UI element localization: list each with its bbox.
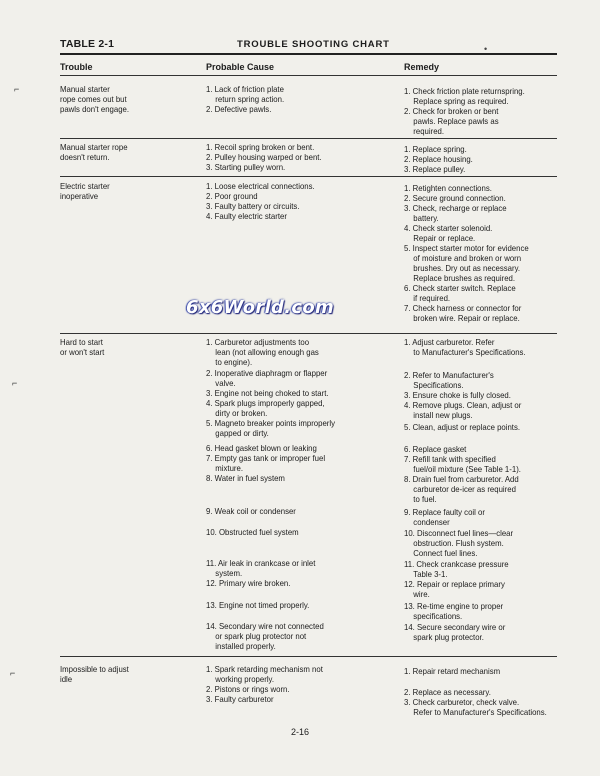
row-4-cause-2: 2. Inoperative diaphragm or flapper valve. 3. Engine not being choked to start. 4. Spark plugs improperly gapped, dirty or broken. 5. Magneto breaker points improperly gapped or dirty. <box>206 368 336 438</box>
header-trouble: Trouble <box>60 62 93 72</box>
row-5-trouble: Impossible to adjust idle <box>60 664 129 684</box>
table-label: TABLE 2-1 <box>60 38 115 50</box>
row-4-remedy-7: 11. Check crankcase pressure Table 3-1. 12. Repair or replace primary wire. <box>404 559 509 599</box>
row-divider <box>60 333 557 334</box>
header-cause: Probable Cause <box>206 62 275 72</box>
page-number: 2-16 <box>291 727 310 737</box>
top-rule <box>60 53 557 55</box>
row-4-remedy-4: 6. Replace gasket 7. Refill tank with specified fuel/oil mixture (See Table 1-1). 8. Drain fuel from carburetor. Add carburetor de-icer as required to fuel. <box>404 444 521 504</box>
row-1-cause: 1. Lack of friction plate return spring action. 2. Defective pawls. <box>206 84 285 114</box>
row-4-cause-6: 11. Air leak in crankcase or inlet system. 12. Primary wire broken. <box>206 558 316 588</box>
row-4-cause-4: 9. Weak coil or condenser <box>206 506 296 516</box>
row-divider <box>60 176 557 177</box>
row-4-cause-1: 1. Carburetor adjustments too lean (not allowing enough gas to engine). <box>206 337 319 367</box>
row-4-cause-3: 6. Head gasket blown or leaking 7. Empty gas tank or improper fuel mixture. 8. Water in fuel system <box>206 443 326 483</box>
row-5-remedy-1: 1. Repair retard mechanism <box>404 666 501 676</box>
row-2-cause: 1. Recoil spring broken or bent. 2. Pulley housing warped or bent. 3. Starting pulley worn. <box>206 142 322 172</box>
row-4-remedy-3: 5. Clean, adjust or replace points. <box>404 422 521 432</box>
margin-mark: • <box>484 44 488 54</box>
margin-mark: ⌐ <box>14 84 20 94</box>
row-3-remedy: 1. Retighten connections. 2. Secure ground connection. 3. Check, recharge or replace battery. 4. Check starter solenoid. Repair or replace. 5. Inspect starter motor for evidence of moisture and broken or worn brushes. Dry out as necessary. Replace brushes as required. 6. Check starter switch. Replace if required. 7. Check harness or connector for broken wire. Repair or replace. <box>404 183 529 323</box>
header-remedy: Remedy <box>404 62 440 72</box>
row-5-remedy-2: 2. Replace as necessary. 3. Check carburetor, check valve. Refer to Manufacturer's Specifications. <box>404 687 547 717</box>
table-title: TROUBLE SHOOTING CHART <box>237 39 390 50</box>
row-4-cause-5: 10. Obstructed fuel system <box>206 527 299 537</box>
watermark: 6x6World.com <box>186 297 335 318</box>
header-rule <box>60 75 557 76</box>
row-3-trouble: Electric starter inoperative <box>60 181 110 201</box>
row-4-remedy-1: 1. Adjust carburetor. Refer to Manufacturer's Specifications. <box>404 337 526 357</box>
row-2-trouble: Manual starter rope doesn't return. <box>60 142 128 162</box>
row-divider <box>60 138 557 139</box>
row-1-remedy: 1. Check friction plate returnspring. Replace spring as required. 2. Check for broken or bent pawls. Replace pawls as required. <box>404 86 525 136</box>
margin-mark: ⌐ <box>12 378 18 388</box>
row-divider <box>60 656 557 657</box>
row-3-cause: 1. Loose electrical connections. 2. Poor ground 3. Faulty battery or circuits. 4. Faulty electric starter <box>206 181 315 221</box>
row-4-cause-8: 14. Secondary wire not connected or spark plug protector not installed properly. <box>206 621 324 651</box>
row-1-trouble: Manual starter rope comes out but pawls don't engage. <box>60 84 130 114</box>
row-4-remedy-6: 10. Disconnect fuel lines—clear obstruction. Flush system. Connect fuel lines. <box>404 528 514 558</box>
row-4-remedy-8: 13. Re-time engine to proper specifications. <box>404 601 504 621</box>
row-4-remedy-5: 9. Replace faulty coil or condenser <box>404 507 485 527</box>
row-4-cause-7: 13. Engine not timed properly. <box>206 600 310 610</box>
row-4-trouble: Hard to start or won't start <box>60 337 105 357</box>
row-4-remedy-2: 2. Refer to Manufacturer's Specifications. 3. Ensure choke is fully closed. 4. Remove plugs. Clean, adjust or install new plugs. <box>404 370 522 420</box>
row-2-remedy: 1. Replace spring. 2. Replace housing. 3. Replace pulley. <box>404 144 473 174</box>
row-5-cause-1: 1. Spark retarding mechanism not working properly. 2. Pistons or rings worn. 3. Faulty carburetor <box>206 664 323 704</box>
margin-mark: ⌐ <box>10 668 16 678</box>
row-4-remedy-9: 14. Secure secondary wire or spark plug protector. <box>404 622 506 642</box>
